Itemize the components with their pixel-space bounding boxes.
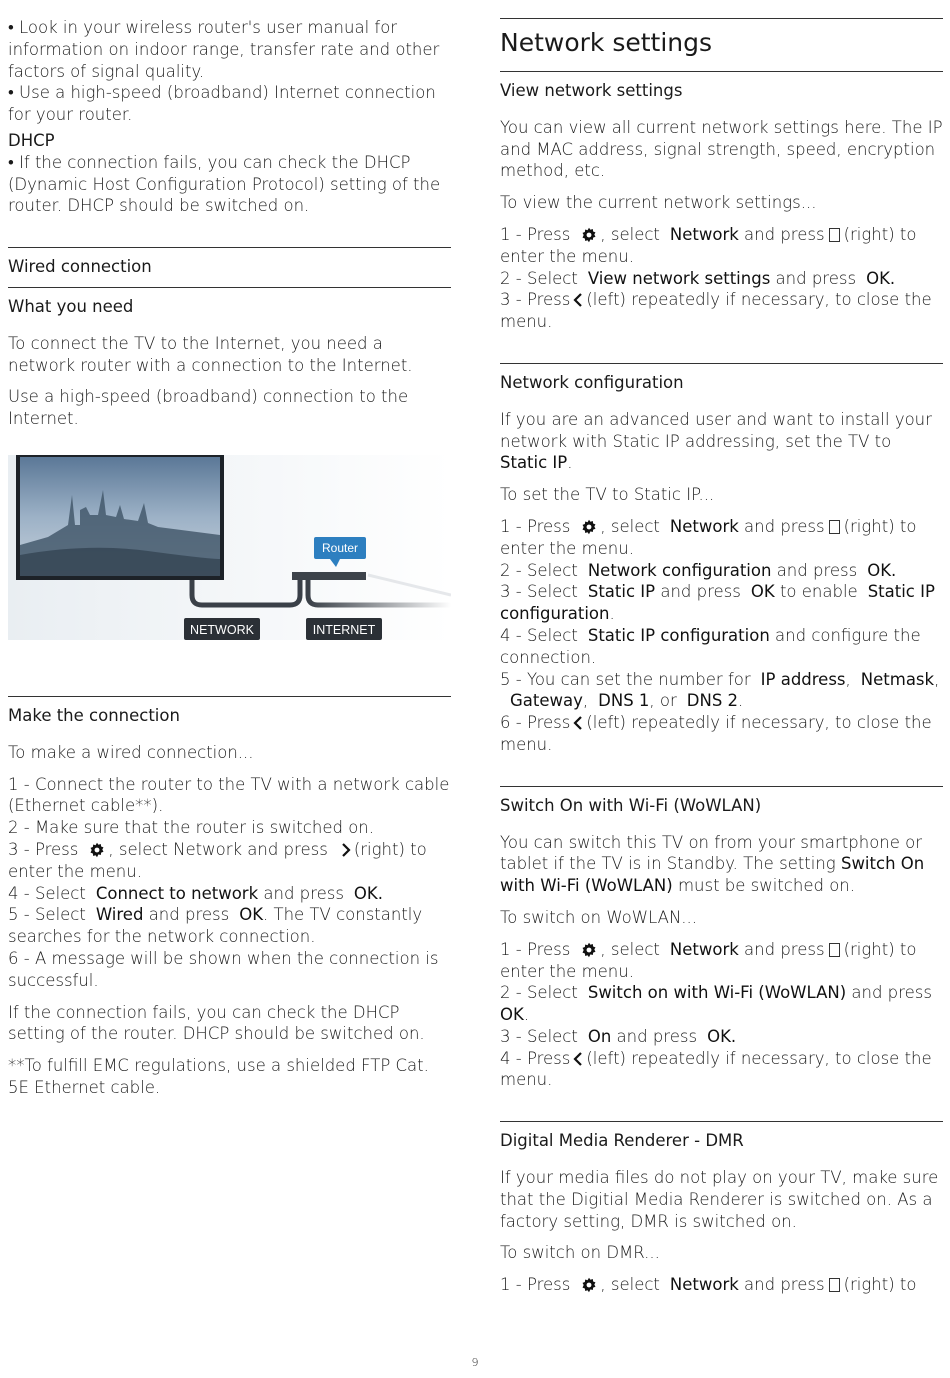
gear-icon	[88, 841, 106, 859]
dmr-steps	[500, 1274, 943, 1296]
wowlan-paragraph-1: You can switch this TV on from your smartphone or tablet if the TV is in Standby. The setting Switch On with Wi-Fi (WoWLAN) must be switched on.	[500, 832, 925, 896]
missing-glyph-box	[829, 520, 840, 534]
view-step-1: 1 - Press , select Network and press (right) to enter the menu.	[500, 224, 917, 266]
router-label: Router	[321, 541, 359, 555]
chevron-right-icon	[340, 843, 352, 857]
wowlan-steps	[500, 939, 943, 1092]
dhcp-text: • If the connection fails, you can check the DHCP (Dynamic Host Configuration Protocol) setting of the router. DHCP should be switched on.	[8, 152, 441, 216]
network-label: NETWORK	[190, 623, 254, 637]
tv-router-diagram	[8, 455, 451, 655]
view-heading: View network settings	[500, 81, 683, 100]
step-4: 4 - Select Connect to network and press OK.	[8, 883, 383, 903]
dhcp-heading: DHCP	[8, 130, 55, 150]
tv-router-illustration	[8, 455, 451, 655]
divider	[500, 363, 943, 364]
config-steps	[500, 516, 943, 756]
config-step-1: 1 - Press , select Network and press (right) to enter the menu.	[500, 516, 917, 558]
page-title: Network settings	[500, 28, 713, 57]
dmr-paragraph-1: If your media files do not play on your TV, make sure that the Digitial Media Renderer is switched on. As a factory setting, DMR is switched on.	[500, 1168, 939, 1231]
wowlan-step-1: 1 - Press , select Network and press (right) to enter the menu.	[500, 939, 917, 981]
gear-icon	[580, 518, 598, 536]
config-paragraph-1: If you are an advanced user and want to install your network with Static IP addressing, set the TV to Static IP.	[500, 409, 932, 473]
need-paragraph-1: To connect the TV to the Internet, you need a network router with a connection to the Internet.	[8, 333, 413, 375]
tip-2: • Use a high-speed (broadband) Internet connection for your router.	[8, 83, 436, 125]
step-3: 3 - Press , select Network and press (right) to enter the menu.	[8, 839, 427, 881]
config-step-6: 6 - Press (left) repeatedly if necessary, to close the menu.	[500, 713, 932, 754]
view-step-3: 3 - Press (left) repeatedly if necessary, to close the menu.	[500, 290, 932, 332]
config-step-4: 4 - Select Static IP configuration and configure the connection.	[500, 625, 921, 667]
view-step-2: 2 - Select View network settings and press OK.	[500, 268, 896, 288]
view-paragraph-2: To view the current network settings...	[500, 193, 817, 213]
divider	[500, 1121, 943, 1122]
divider	[8, 696, 451, 697]
wowlan-paragraph-2: To switch on WoWLAN...	[500, 907, 698, 927]
dmr-heading: Digital Media Renderer - DMR	[500, 1131, 744, 1151]
dmr-step-1: 1 - Press , select Network and press (right) to	[500, 1275, 917, 1295]
wowlan-step-3: 3 - Select On and press OK.	[500, 1026, 737, 1046]
make-heading: Make the connection	[8, 705, 180, 725]
gear-icon	[580, 941, 598, 959]
divider	[500, 786, 943, 787]
missing-glyph-box	[829, 1278, 840, 1292]
divider	[500, 71, 943, 72]
config-step-2: 2 - Select Network configuration and press OK.	[500, 560, 897, 580]
right-column	[500, 0, 943, 1296]
wowlan-heading: Switch On with Wi-Fi (WoWLAN)	[500, 795, 762, 815]
gear-icon	[580, 226, 598, 244]
divider	[500, 18, 943, 19]
config-heading: Network configuration	[500, 372, 684, 392]
need-paragraph-2: Use a high-speed (broadband) connection to the Internet.	[8, 387, 409, 429]
config-step-5: 5 - You can set the number for IP address, Netmask,Gateway, DNS 1, or DNS 2.	[500, 669, 940, 711]
step-2: 2 - Make sure that the router is switched on.	[8, 818, 374, 838]
dmr-paragraph-2: To switch on DMR...	[500, 1243, 660, 1263]
tip-1: • Look in your wireless router's user manual for information on indoor range, transfer rate and other factors of signal quality.	[8, 18, 440, 81]
page-number: 9	[471, 1356, 479, 1369]
internet-label: INTERNET	[312, 623, 376, 637]
missing-glyph-box	[829, 943, 840, 957]
make-steps	[8, 774, 451, 992]
wowlan-step-4: 4 - Press (left) repeatedly if necessary, to close the menu.	[500, 1048, 932, 1090]
config-step-3: 3 - Select Static IP and press OK to enable Static IP configuration.	[500, 582, 935, 624]
divider	[8, 287, 451, 288]
wired-heading: Wired connection	[8, 257, 152, 277]
chevron-left-icon	[572, 293, 584, 307]
missing-glyph-box	[829, 228, 840, 242]
divider	[8, 247, 451, 248]
need-heading: What you need	[8, 296, 134, 316]
view-paragraph-1: You can view all current network settings here. The IP and MAC address, signal strength, speed, encryption method, etc.	[500, 117, 943, 181]
step-5: 5 - Select Wired and press OK. The TV constantly searches for the network connection.	[8, 905, 423, 947]
fail-text: If the connection fails, you can check the DHCP setting of the router. DHCP should be switched on.	[8, 1002, 425, 1044]
view-steps	[500, 224, 943, 333]
wowlan-step-2: 2 - Select Switch on with Wi-Fi (WoWLAN) and pressOK.	[500, 983, 932, 1025]
router	[292, 572, 366, 580]
chevron-left-icon	[572, 716, 584, 730]
emc-text: **To fulfill EMC regulations, use a shielded FTP Cat. 5E Ethernet cable.	[8, 1056, 429, 1097]
make-intro: To make a wired connection...	[8, 742, 254, 762]
step-6: 6 - A message will be shown when the connection is successful.	[8, 948, 439, 990]
chevron-left-icon	[572, 1052, 584, 1066]
step-1: 1 - Connect the router to the TV with a network cable (Ethernet cable**).	[8, 774, 450, 816]
config-paragraph-2: To set the TV to Static IP...	[500, 485, 715, 505]
gear-icon	[580, 1276, 598, 1294]
